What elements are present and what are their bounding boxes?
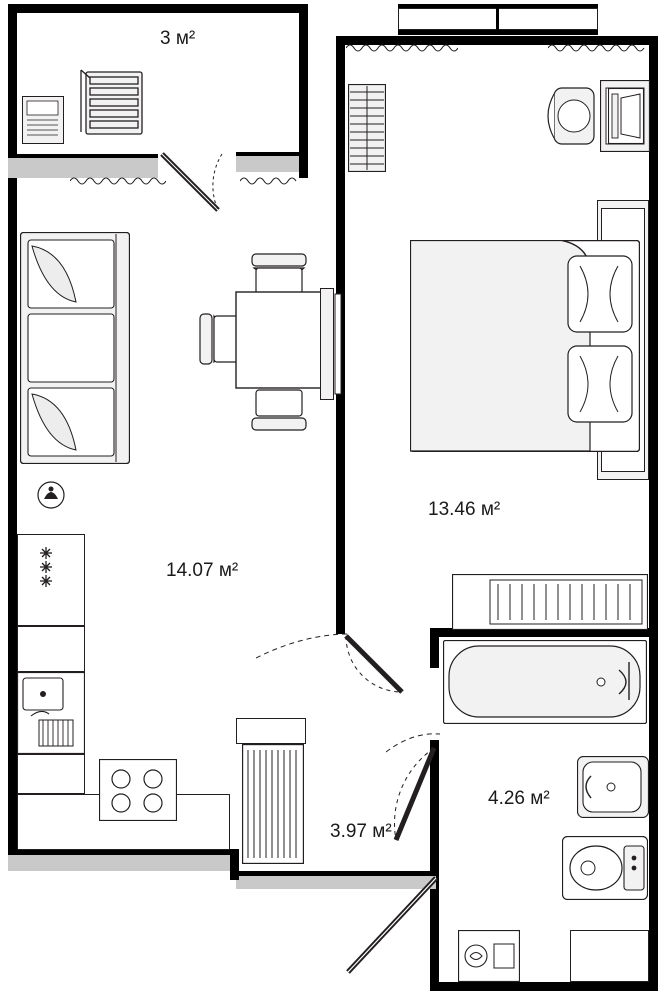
- balcony-cabinet: [22, 96, 64, 144]
- bathroom-shelf: [452, 574, 648, 630]
- kitchen-sink: [17, 672, 85, 754]
- wall-bottom-right: [430, 982, 658, 991]
- wall-top-window-under: [398, 30, 598, 35]
- bathroom-counter: [570, 930, 649, 982]
- office-chair: [540, 84, 598, 148]
- entry-door: [340, 876, 450, 986]
- hallway-area-label: 3.97 м²: [330, 821, 392, 842]
- bedroom-area-label: 13.46 м²: [428, 499, 501, 520]
- window-bedroom-top-a: [346, 41, 458, 55]
- door-bathroom-dash: [386, 730, 442, 756]
- kitchen-counter-lower: [17, 754, 85, 794]
- monitor: [608, 88, 644, 144]
- cooktop-burners: [36, 545, 72, 591]
- kitchen-counter-mid: [17, 626, 85, 672]
- radiator: [348, 84, 386, 172]
- door-living-hall-dash: [256, 630, 352, 666]
- sofa: [20, 232, 130, 464]
- toilet: [562, 836, 648, 900]
- door-bathroom: [386, 740, 446, 850]
- wall-balcony-door-jamb-line: [236, 152, 299, 156]
- wall-right-main: [649, 36, 658, 991]
- window-bedroom-top-b: [548, 41, 648, 55]
- double-bed: [410, 240, 640, 452]
- wall-balcony-left: [8, 4, 17, 154]
- tv-cabinet: [320, 288, 342, 400]
- window-living-top-2: [240, 174, 300, 188]
- cooktop: [99, 759, 177, 821]
- drying-rack: [78, 68, 148, 140]
- wall-balcony-bottom-line: [8, 154, 158, 158]
- washing-machine: [458, 930, 520, 982]
- washbasin: [577, 756, 649, 818]
- bathroom-area-label: 4.26 м²: [488, 788, 550, 809]
- wall-left-main: [8, 178, 17, 858]
- dining-table: [196, 252, 338, 432]
- window-top-mullion: [496, 8, 499, 30]
- balcony-area-label: 3 м²: [160, 28, 196, 49]
- wall-balcony-top: [8, 4, 308, 13]
- ceiling-lamp-icon: [36, 480, 66, 510]
- wall-balcony-right: [299, 4, 308, 184]
- wall-window-living-bottom-frame: [236, 718, 306, 744]
- living-area-label: 14.07 м²: [166, 560, 239, 581]
- window-living-top: [70, 174, 166, 188]
- door-living-hall: [340, 630, 420, 710]
- window-living-bottom: [242, 744, 304, 864]
- bathtub: [443, 640, 647, 724]
- wall-bathroom-left: [430, 628, 439, 668]
- balcony-door: [160, 152, 230, 222]
